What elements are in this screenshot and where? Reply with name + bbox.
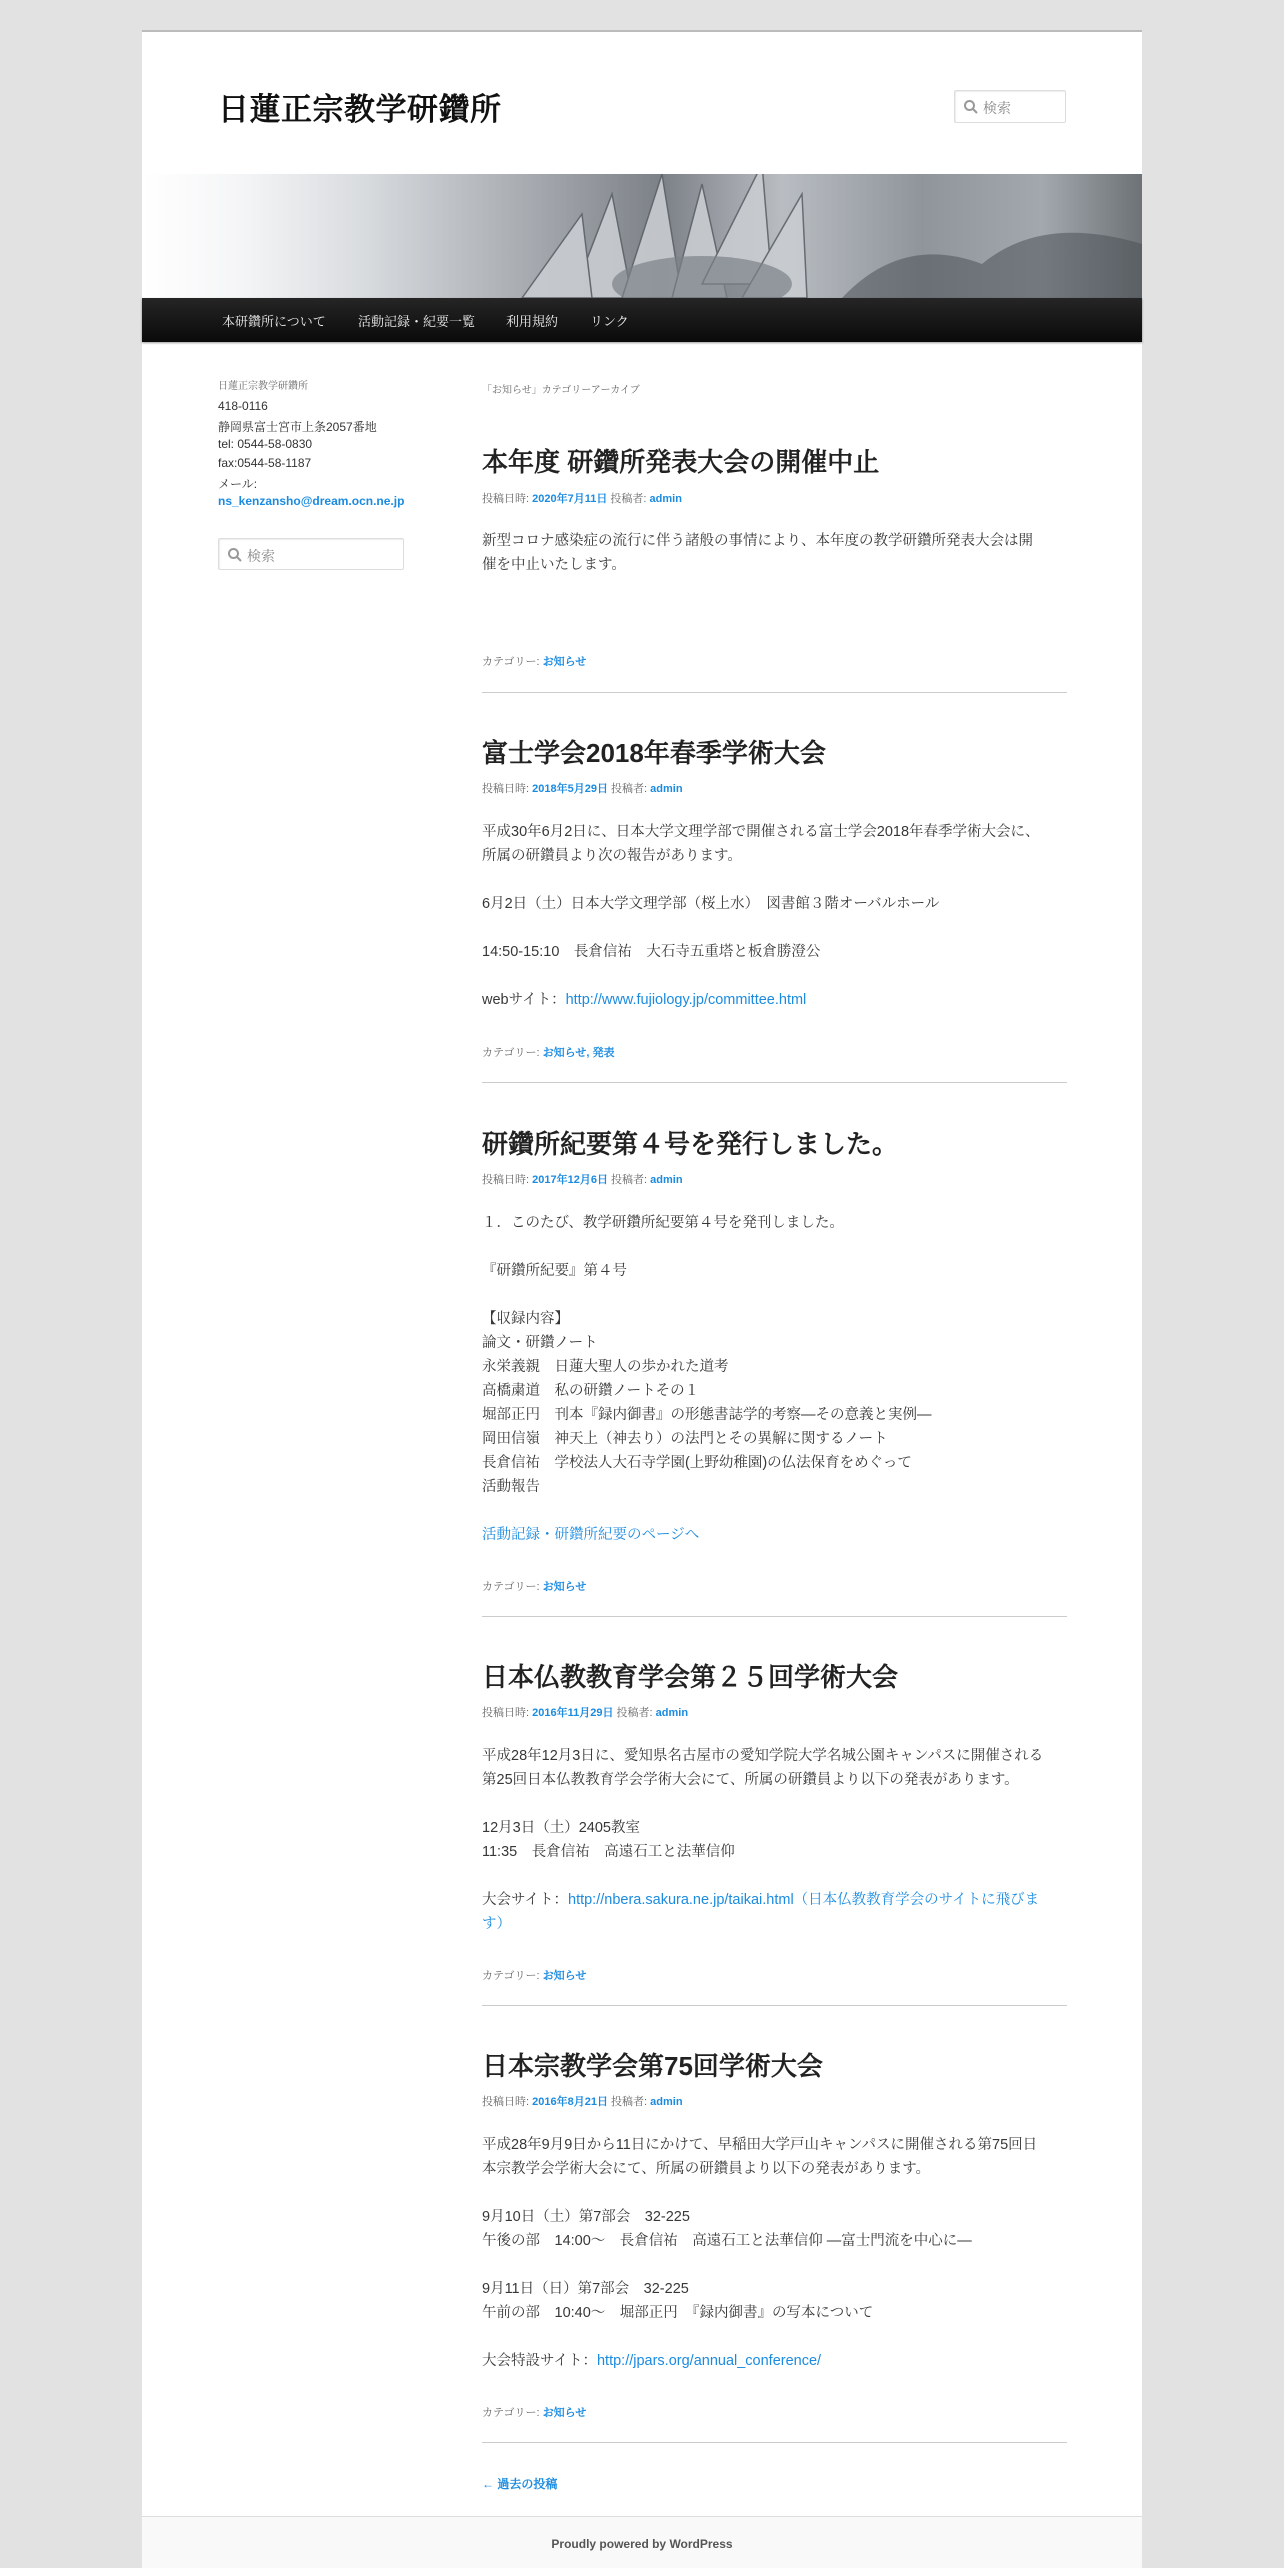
post-meta: 投稿日時: 2016年8月21日 投稿者: admin xyxy=(482,2096,683,2108)
external-link[interactable]: http://nbera.sakura.ne.jp/taikai.html（日本仏教教育学会のサイトに飛びま xyxy=(568,1892,1040,1908)
post-categories: カテゴリー: お知らせ xyxy=(482,1970,587,1982)
post-author-link[interactable]: admin xyxy=(650,1174,683,1186)
post-meta: 投稿日時: 2016年11月29日 投稿者: admin xyxy=(482,1707,689,1719)
post-meta: 投稿日時: 2017年12月6日 投稿者: admin xyxy=(482,1174,683,1186)
post-body-line: 堀部正円 刊本『録内御書』の形態書誌学的考察―その意義と実例― xyxy=(482,1407,932,1423)
post-body-line: 論文・研鑽ノート xyxy=(482,1335,598,1351)
sidebar-search-input[interactable] xyxy=(218,538,404,570)
post-date-link[interactable]: 2018年5月29日 xyxy=(532,783,608,795)
post-body-line: 活動報告 xyxy=(482,1479,540,1495)
post-body-line: 平成28年12月3日に、愛知県名古屋市の愛知学院大学名城公園キャンパスに開催される xyxy=(482,1748,1044,1764)
post-body-line: 12月3日（土）2405教室 xyxy=(482,1820,640,1836)
sidebar-fax: fax:0544-58-1187 xyxy=(218,456,312,470)
post-body-line: 永栄義親 日蓮大聖人の歩かれた道考 xyxy=(482,1359,729,1375)
post-categories: カテゴリー: お知らせ, 発表 xyxy=(482,1047,615,1059)
sidebar-address: 静岡県富士宮市上条2057番地 xyxy=(218,420,377,434)
site-footer xyxy=(142,2516,1142,2568)
post-author-link[interactable]: admin xyxy=(649,493,682,505)
post-categories: カテゴリー: お知らせ xyxy=(482,656,587,668)
post-title[interactable]: 富士学会2018年春季学術大会 xyxy=(482,738,826,768)
post-body-line: 『研鑽所紀要』第４号 xyxy=(482,1263,627,1279)
post-web-line: webサイト：http://www.fujiology.jp/committee.html xyxy=(482,992,807,1008)
category-link[interactable]: お知らせ, 発表 xyxy=(542,1047,615,1059)
post-body-line: 平成28年9月9日から11日にかけて、早稲田大学戸山キャンパスに開催される第75回日 xyxy=(482,2137,1038,2153)
post-body-line: 長倉信祐 学校法人大石寺学園(上野幼稚園)の仏法保育をめぐって xyxy=(482,1455,912,1471)
post-meta: 投稿日時: 2018年5月29日 投稿者: admin xyxy=(482,783,683,795)
post-divider xyxy=(482,2442,1067,2443)
post-body-line: 平成30年6月2日に、日本大学文理学部で開催される富士学会2018年春季学術大会に、 xyxy=(482,824,1040,840)
archive-title: 「お知らせ」カテゴリーアーカイブ xyxy=(482,385,640,396)
post-body-line: 14:50-15:10 長倉信祐 大石寺五重塔と板倉勝澄公 xyxy=(482,944,821,960)
post-body-line: 【収録内容】 xyxy=(482,1311,569,1327)
category-link[interactable]: お知らせ xyxy=(542,1970,587,1982)
post-title[interactable]: 日本仏教教育学会第２５回学術大会 xyxy=(482,1662,899,1692)
search-icon xyxy=(227,547,243,563)
search-placeholder: 検索 xyxy=(247,548,275,564)
main-navigation xyxy=(142,298,1142,342)
search-icon xyxy=(963,99,979,115)
post-title[interactable]: 日本宗教学会第75回学術大会 xyxy=(482,2051,823,2081)
post-body-line: 11:35 長倉信祐 高遠石工と法華信仰 xyxy=(482,1844,735,1860)
sidebar-postal-code: 418-0116 xyxy=(218,399,268,413)
post-title[interactable]: 本年度 研鑽所発表大会の開催中止 xyxy=(482,447,880,477)
post-categories: カテゴリー: お知らせ xyxy=(482,2407,587,2419)
post-body-line: 9月11日（日）第7部会 32-225 xyxy=(482,2281,689,2297)
post-divider xyxy=(482,1082,1067,1083)
search-placeholder: 検索 xyxy=(983,100,1011,116)
older-posts-link[interactable]: ← 過去の投稿 xyxy=(482,2477,558,2491)
page-container xyxy=(142,30,1142,2566)
post-divider xyxy=(482,692,1067,693)
sidebar-widget-title: 日蓮正宗教学研鑽所 xyxy=(218,381,308,392)
category-link[interactable]: お知らせ xyxy=(542,2407,587,2419)
post-author-link[interactable]: admin xyxy=(650,783,683,795)
sidebar-tel: tel: 0544-58-0830 xyxy=(218,437,313,451)
post-body-line: 6月2日（土）日本大学文理学部（桜上水） 図書館３階オーバルホール xyxy=(482,896,940,912)
post-body-line: １．このたび、教学研鑽所紀要第４号を発刊しました。 xyxy=(482,1215,844,1231)
post-divider xyxy=(482,1616,1067,1617)
post-divider xyxy=(482,2005,1067,2006)
post-body-line: 9月10日（土）第7部会 32-225 xyxy=(482,2209,690,2225)
nav-item-about[interactable]: 本研鑽所について xyxy=(222,314,326,329)
post-categories: カテゴリー: お知らせ xyxy=(482,1581,587,1593)
post-date-link[interactable]: 2020年7月11日 xyxy=(532,493,608,505)
category-link[interactable]: お知らせ xyxy=(542,656,587,668)
post-author-link[interactable]: admin xyxy=(655,1707,689,1719)
nav-item-terms[interactable]: 利用規約 xyxy=(506,314,559,329)
post-body-line: 本宗教学会学術大会にて、所属の研鑽員より以下の発表があります。 xyxy=(482,2161,931,2177)
post-site-line: 大会サイト：http://nbera.sakura.ne.jp/taikai.html（日本仏教教育学会のサイトに飛びま xyxy=(482,1892,1040,1908)
header-banner-image xyxy=(142,174,1142,298)
category-link[interactable]: お知らせ xyxy=(542,1581,587,1593)
post-body-line: 午後の部 14:00～ 長倉信祐 高遠石工と法華信仰 ―富士門流を中心に― xyxy=(482,2233,972,2249)
external-link[interactable]: http://jpars.org/annual_conference/ xyxy=(596,2353,822,2369)
nav-item-links[interactable]: リンク xyxy=(590,314,629,329)
sidebar-mail-label: メール: xyxy=(218,477,258,491)
post-body-line: 高橋粛道 私の研鑽ノートその１ xyxy=(482,1383,700,1399)
footer-credit-link[interactable]: Proudly powered by WordPress xyxy=(551,2537,733,2551)
post-body-line: 催を中止いたします。 xyxy=(482,557,626,573)
sidebar-email-link[interactable]: ns_kenzansho@dream.ocn.ne.jp xyxy=(218,494,405,508)
nav-item-activities[interactable]: 活動記録・紀要一覧 xyxy=(358,314,476,329)
internal-link[interactable]: 活動記録・研鑽所紀要のページへ xyxy=(482,1527,700,1543)
header-search-input[interactable] xyxy=(954,90,1066,123)
post-body-line: 第25回日本仏教教育学会学術大会にて、所属の研鑽員より以下の発表があります。 xyxy=(482,1772,1019,1788)
post-meta: 投稿日時: 2020年7月11日 投稿者: admin xyxy=(482,493,682,505)
post-body-line: 新型コロナ感染症の流行に伴う諸般の事情により、本年度の教学研鑽所発表大会は開 xyxy=(482,533,1033,549)
post-date-link[interactable]: 2016年11月29日 xyxy=(532,1707,614,1719)
external-link-continued[interactable]: す） xyxy=(482,1916,511,1932)
post-body-line: 午前の部 10:40～ 堀部正円 『録内御書』の写本について xyxy=(482,2305,874,2321)
post-body-line: 岡田信嶺 神天上（神去り）の法門とその異解に関するノート xyxy=(482,1431,888,1447)
post-title[interactable]: 研鑽所紀要第４号を発行しました。 xyxy=(482,1129,899,1159)
post-date-link[interactable]: 2017年12月6日 xyxy=(532,1174,608,1186)
site-title[interactable]: 日蓮正宗教学研鑽所 xyxy=(218,92,502,127)
post-author-link[interactable]: admin xyxy=(650,2096,683,2108)
post-body-line: 所属の研鑽員より次の報告があります。 xyxy=(482,848,742,864)
external-link[interactable]: http://www.fujiology.jp/committee.html xyxy=(565,992,807,1008)
post-site-line: 大会特設サイト：http://jpars.org/annual_conference/ xyxy=(482,2353,822,2369)
post-date-link[interactable]: 2016年8月21日 xyxy=(532,2096,608,2108)
